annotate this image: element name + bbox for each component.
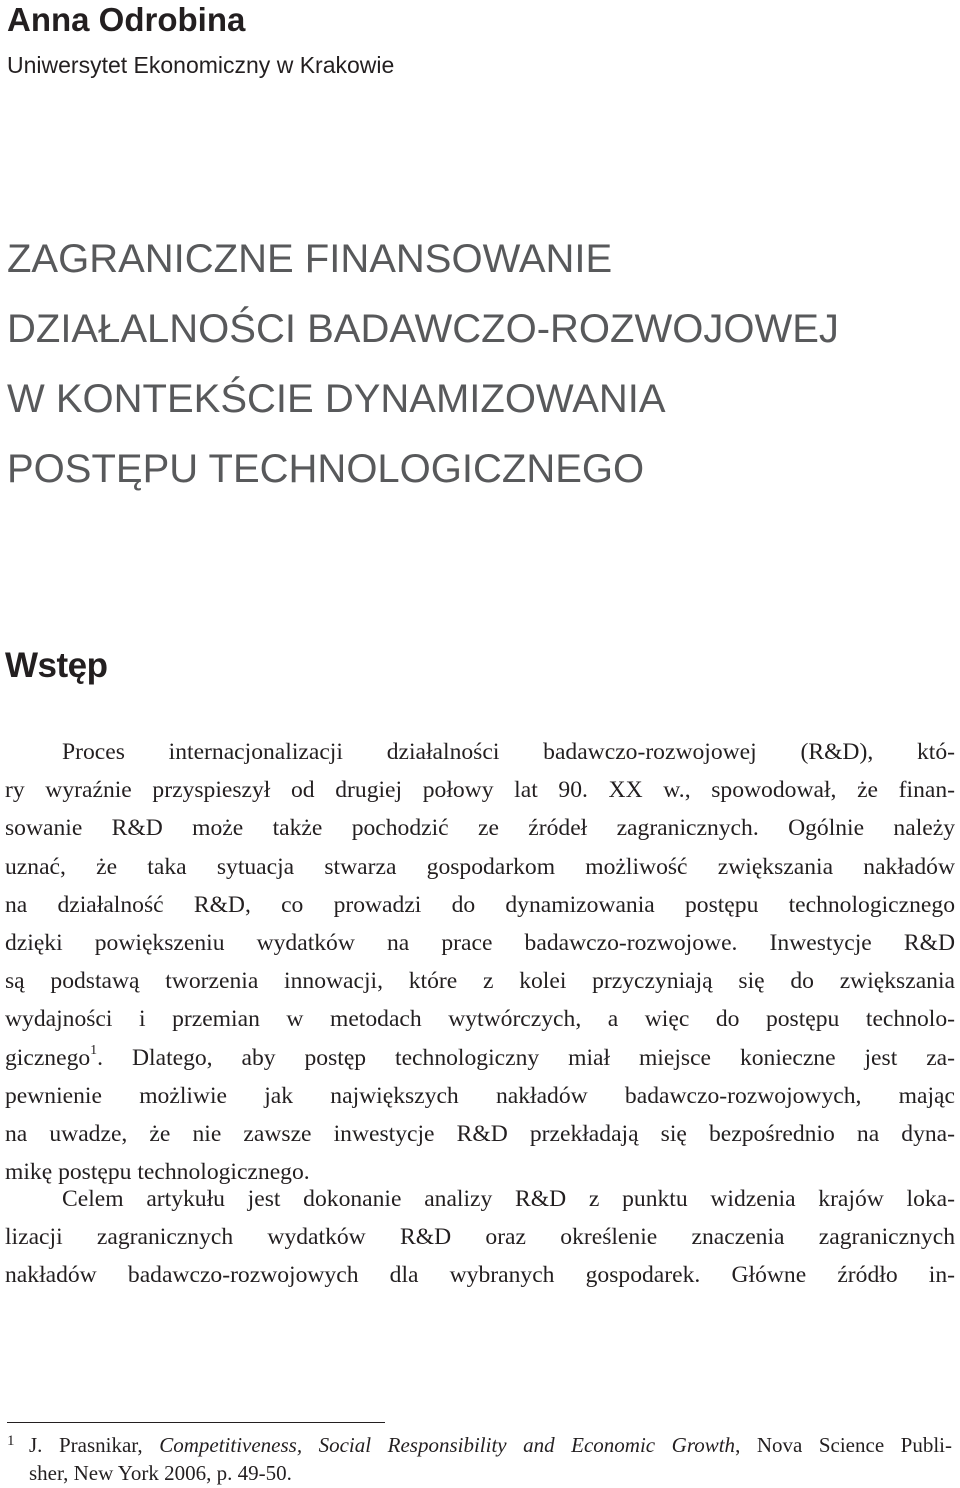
footnote-line: [29, 1431, 952, 1459]
footnote: [7, 1431, 952, 1487]
text-line: są podstawą tworzenia innowacji, które z kolei przyczyniają się do zwiększania: [5, 968, 955, 995]
text-fragment: gicznego: [5, 1044, 91, 1071]
text-line: lizacji zagranicznych wydatków R&D oraz określenie znaczenia zagranicznych: [5, 1224, 955, 1251]
text-line: wydajności i przemian w metodach wytwórczych, a więc do postępu technolo-: [5, 1006, 955, 1033]
text-line: uznać, że taka sytuacja stwarza gospodarkom możliwość zwiększania nakładów: [5, 853, 955, 880]
title-line: ZAGRANICZNE FINANSOWANIE: [7, 237, 613, 281]
text-line: Proces internacjonalizacji działalności badawczo-rozwojowej (R&D), któ-: [62, 739, 955, 765]
footnote-separator: [7, 1422, 385, 1423]
footnote-text: , Nova Science Publi-: [735, 1433, 953, 1457]
title-line: POSTĘPU TECHNOLOGICZNEGO: [7, 447, 645, 491]
text-line: na uwadze, że nie zawsze inwestycje R&D przekładają się bezpośrednio na dyna-: [5, 1121, 955, 1148]
footnote-author: J. Prasnikar,: [29, 1433, 160, 1457]
footnote-body: [7, 1431, 952, 1487]
text-line: pewnienie możliwie jak największych nakładów badawczo-rozwojowych, mając: [5, 1082, 955, 1109]
footnote-line: sher, New York 2006, p. 49-50.: [29, 1461, 292, 1485]
title-line: W KONTEKŚCIE DYNAMIZOWANIA: [7, 377, 666, 421]
author-affiliation: Uniwersytet Ekonomiczny w Krakowie: [7, 52, 395, 78]
article-title: [7, 224, 839, 504]
text-fragment: . Dlatego, aby postęp technologiczny miał miejsce konieczne jest za-: [97, 1044, 955, 1071]
footnote-ref[interactable]: 1: [90, 1042, 98, 1058]
text-line: sowanie R&D może także pochodzić ze źródeł zagranicznych. Ogólnie należy: [5, 815, 955, 842]
text-line: Celem artykułu jest dokonanie analizy R&D z punktu widzenia krajów loka-: [62, 1186, 955, 1212]
author-name: Anna Odrobina: [7, 1, 246, 38]
text-line: dzięki powiększeniu wydatków na prace badawczo-rozwojowe. Inwestycje R&D: [5, 930, 955, 957]
text-line: na działalność R&D, co prowadzi do dynamizowania postępu technologicznego: [5, 891, 955, 918]
paragraph-aim: [5, 1180, 955, 1295]
footnote-title: Competitiveness, Social Responsibility and Economic Growth: [159, 1433, 736, 1457]
paragraph-intro: [5, 733, 955, 1191]
footnote-number: 1: [7, 1433, 15, 1449]
text-line: mikę postępu technologicznego.: [5, 1159, 310, 1186]
title-line: DZIAŁALNOŚCI BADAWCZO-ROZWOJOWEJ: [7, 307, 839, 351]
text-line: ry wyraźnie przyspieszył od drugiej połowy lat 90. XX w., spowodował, że finan-: [5, 777, 955, 804]
text-line: nakładów badawczo-rozwojowych dla wybranych gospodarek. Główne źródło in-: [5, 1262, 955, 1289]
section-heading: Wstęp: [5, 646, 108, 685]
text-line: [5, 1039, 955, 1077]
